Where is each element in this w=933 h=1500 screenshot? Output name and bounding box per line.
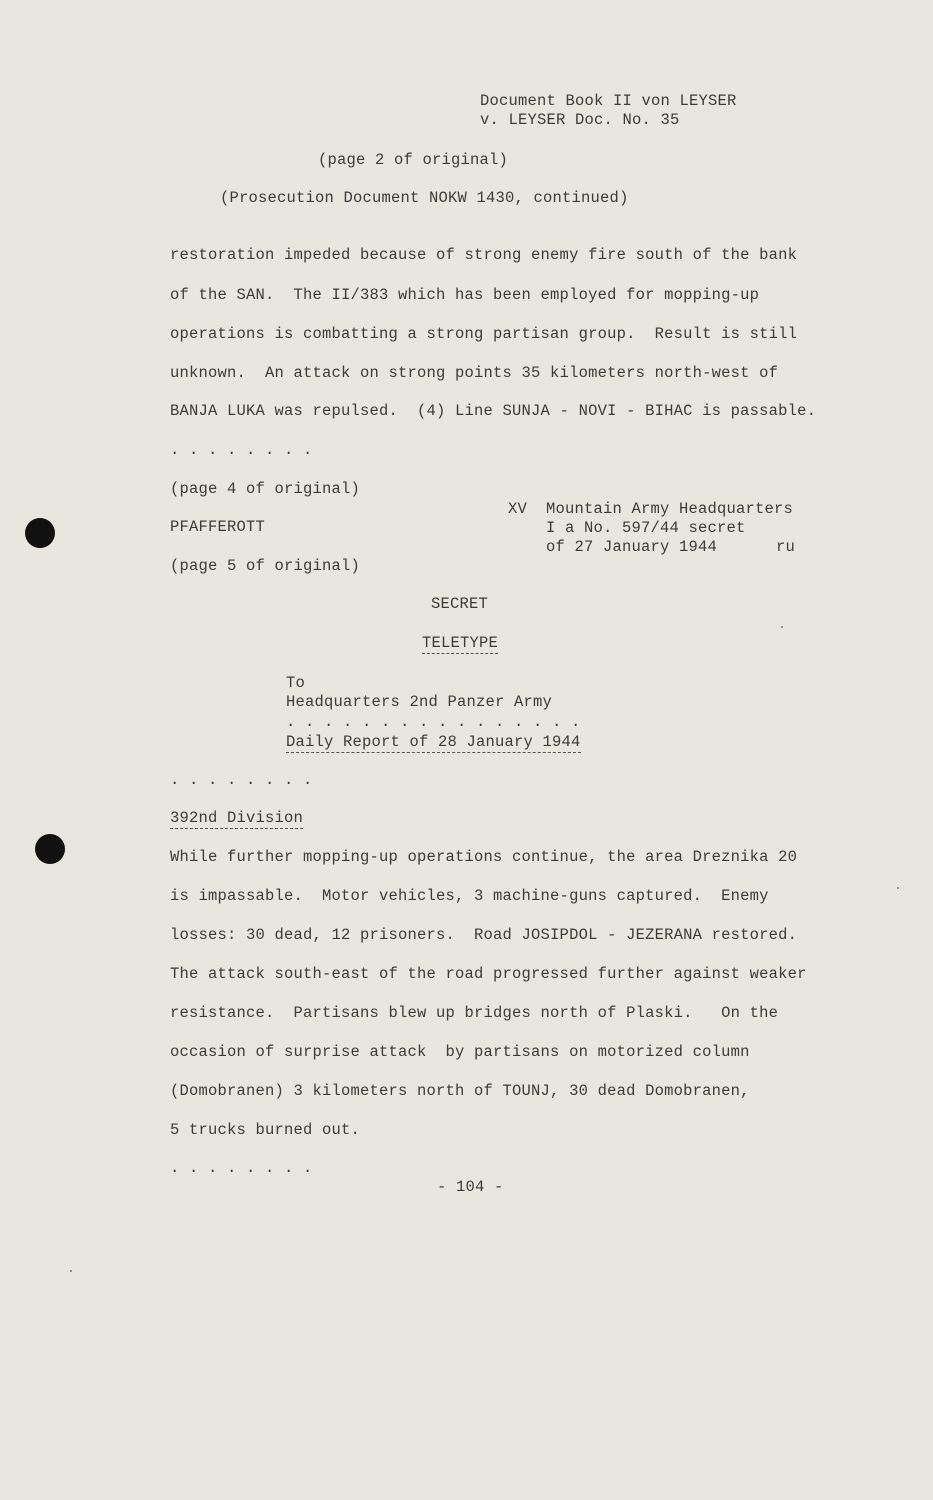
paper-speck [70, 1270, 72, 1272]
paragraph-2-line: (Domobranen) 3 kilometers north of TOUNJ, 30 dead Domobranen, [170, 1082, 750, 1100]
prosecution-reference: (Prosecution Document NOKW 1430, continued) [220, 189, 629, 207]
separator-dots: . . . . . . . . [170, 441, 313, 459]
header-line-1: Document Book II von LEYSER [480, 92, 737, 110]
paragraph-2-line: losses: 30 dead, 12 prisoners. Road JOSIPDOL - JEZERANA restored. [170, 926, 798, 944]
paragraph-2-line: While further mopping-up operations continue, the area Dreznika 20 [170, 848, 798, 866]
paper-speck [897, 887, 899, 889]
sender-line-3: of 27 January 1944 [508, 538, 718, 556]
separator-dots: . . . . . . . . [170, 771, 313, 789]
to-recipient: Headquarters 2nd Panzer Army [286, 693, 553, 711]
page-number: - 104 - [437, 1178, 504, 1196]
teletype-label: TELETYPE [422, 634, 499, 652]
punch-hole [35, 834, 65, 864]
separator-dots: . . . . . . . . [170, 1159, 313, 1177]
section-heading: 392nd Division [170, 809, 304, 827]
signature-name: PFAFFEROTT [170, 518, 266, 536]
daily-report-title: Daily Report of 28 January 1944 [286, 733, 581, 751]
page-reference-5: (page 5 of original) [170, 557, 361, 575]
paper-speck [781, 626, 783, 628]
paragraph-1-line: restoration impeded because of strong enemy fire south of the bank [170, 246, 798, 264]
to-label: To [286, 674, 306, 692]
paragraph-1-line: operations is combatting a strong partisan group. Result is still [170, 325, 798, 343]
secret-label: SECRET [431, 595, 489, 613]
punch-hole [25, 518, 55, 548]
paragraph-2-line: 5 trucks burned out. [170, 1121, 361, 1139]
paragraph-2-line: The attack south-east of the road progressed further against weaker [170, 965, 807, 983]
paragraph-1-line: unknown. An attack on strong points 35 kilometers north-west of [170, 364, 779, 382]
sender-line-1: XV Mountain Army Headquarters [508, 500, 794, 518]
paragraph-1-line: of the SAN. The II/383 which has been employed for mopping-up [170, 286, 760, 304]
paragraph-2-line: occasion of surprise attack by partisans on motorized column [170, 1043, 750, 1061]
paragraph-2-line: resistance. Partisans blew up bridges north of Plaski. On the [170, 1004, 779, 1022]
page-reference-2: (page 2 of original) [318, 151, 509, 169]
paragraph-2-line: is impassable. Motor vehicles, 3 machine-guns captured. Enemy [170, 887, 769, 905]
sender-initials: ru [776, 538, 796, 556]
page-reference-4: (page 4 of original) [170, 480, 361, 498]
recipient-dots: . . . . . . . . . . . . . . . . [286, 713, 581, 731]
sender-line-2: I a No. 597/44 secret [508, 519, 746, 537]
paragraph-1-line: BANJA LUKA was repulsed. (4) Line SUNJA - NOVI - BIHAC is passable. [170, 402, 817, 420]
header-line-2: v. LEYSER Doc. No. 35 [480, 111, 680, 129]
